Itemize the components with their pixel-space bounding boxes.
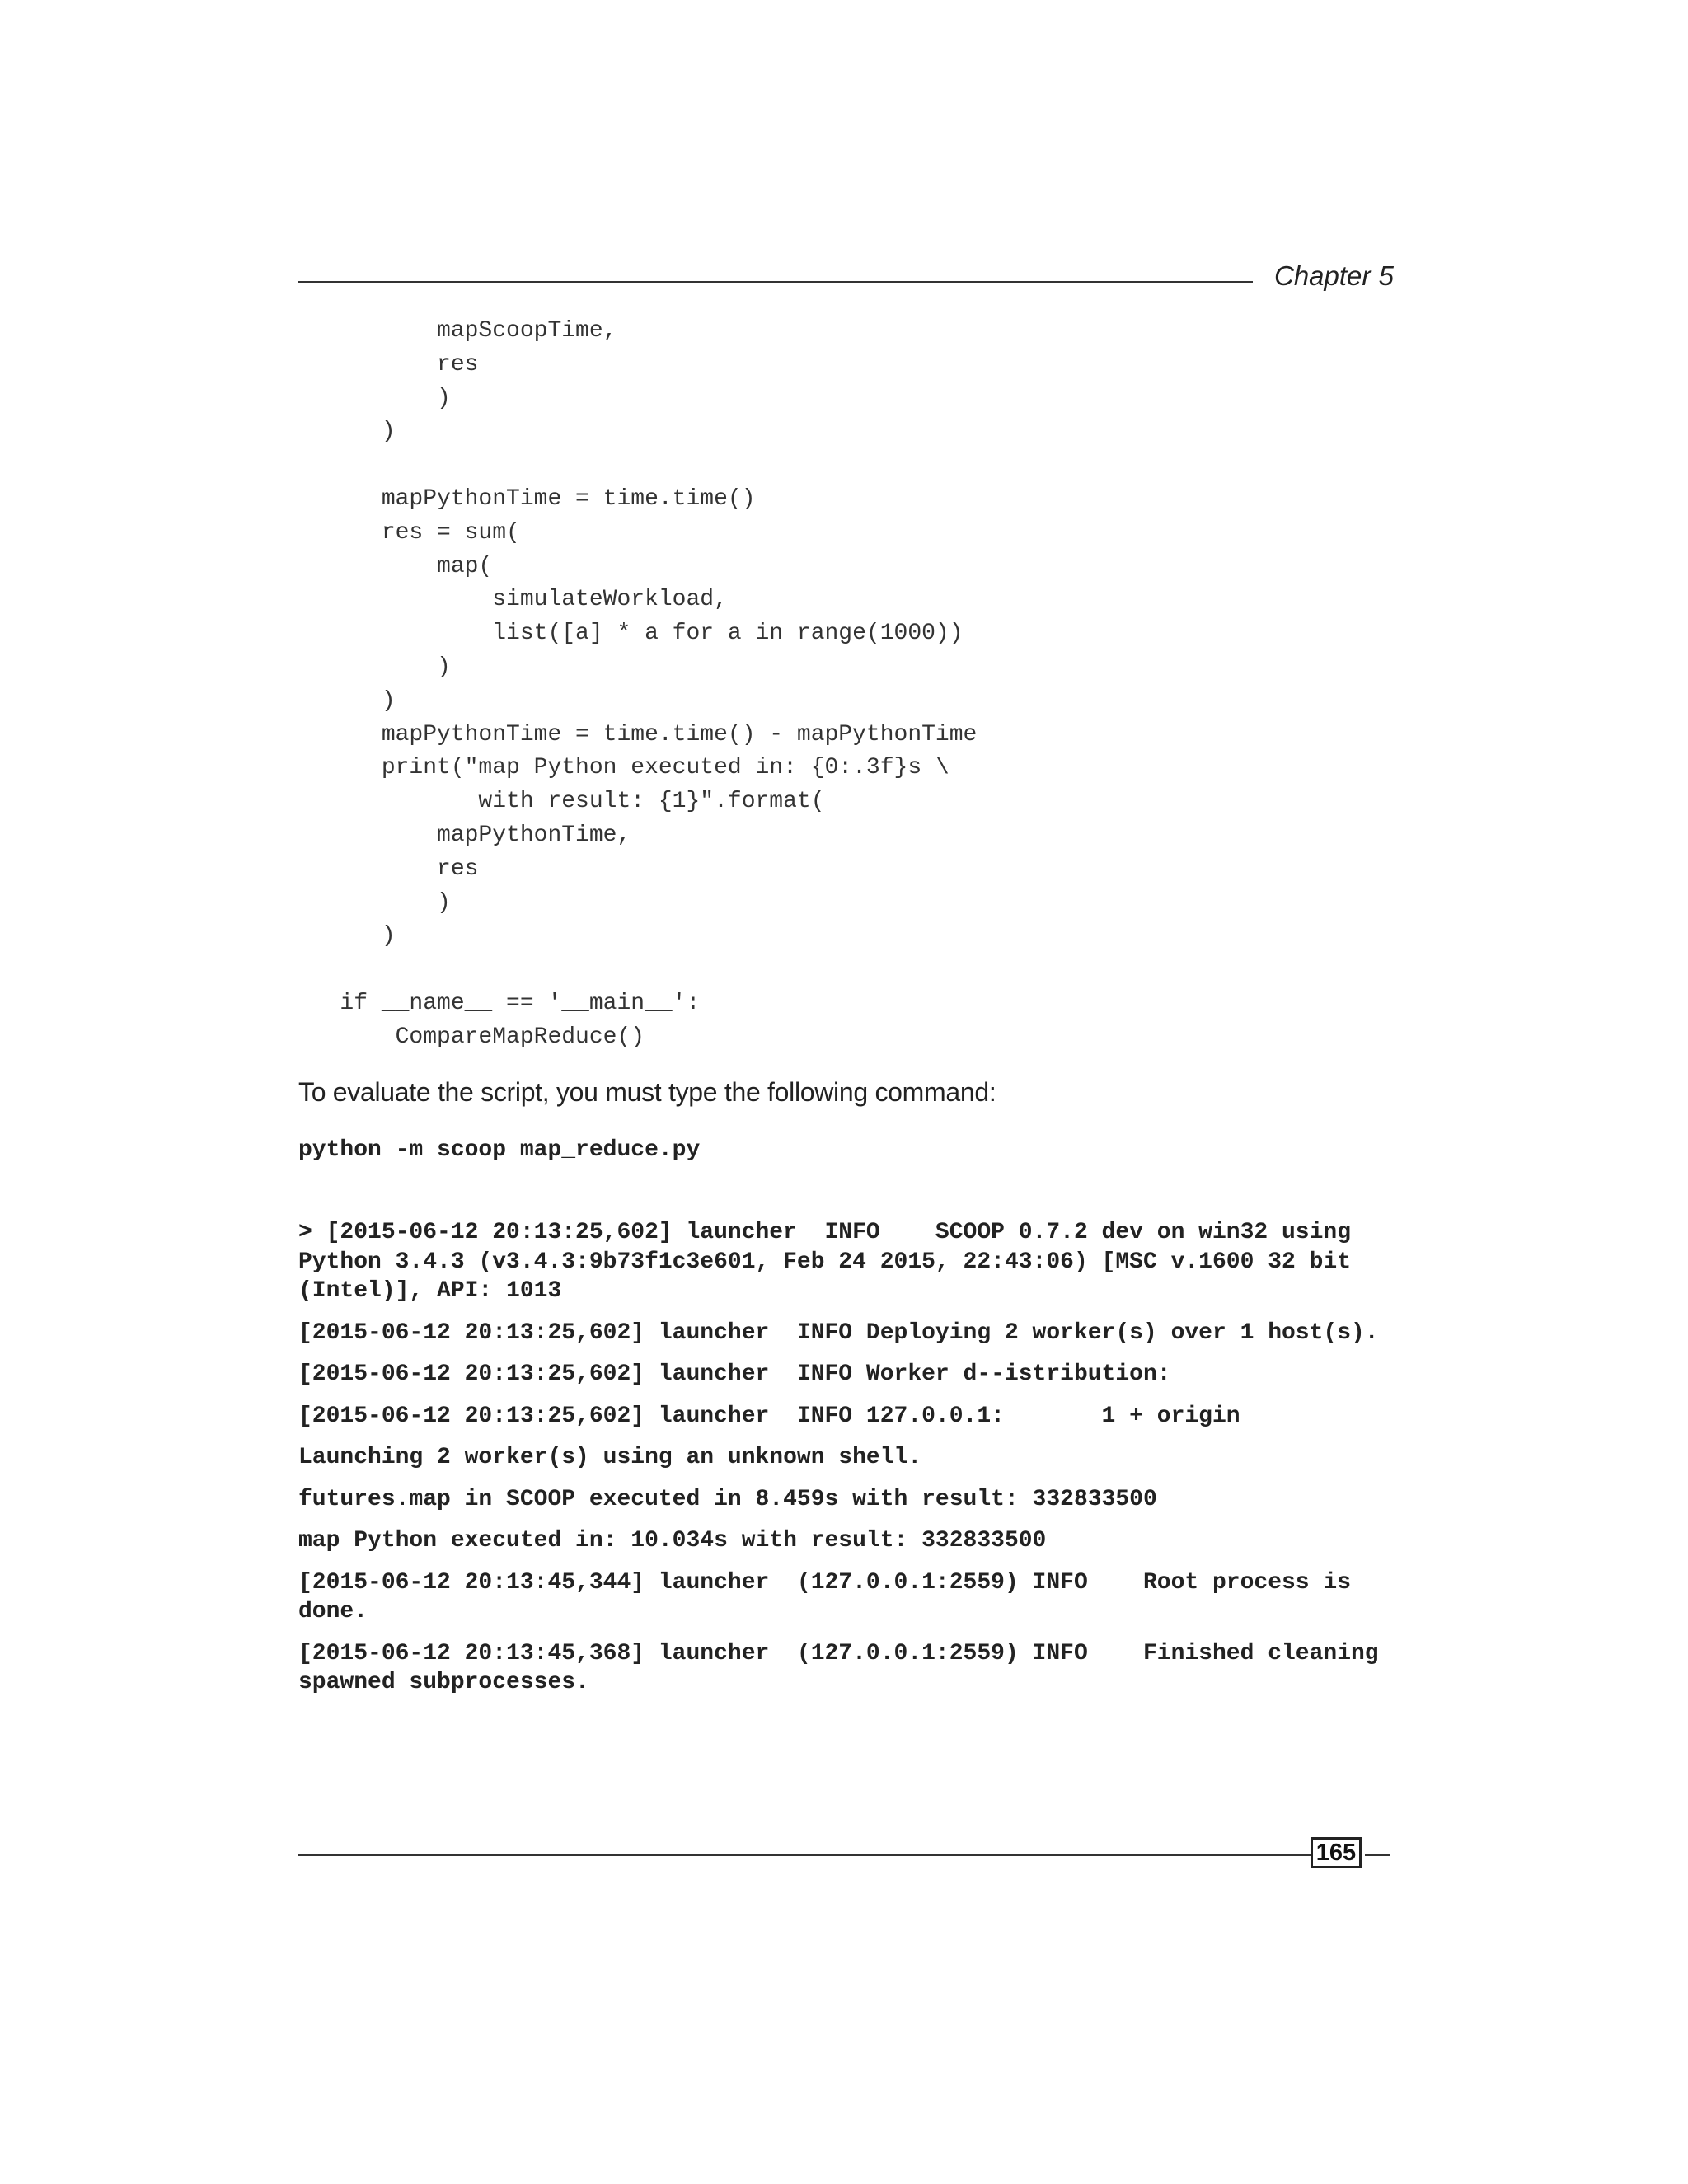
header-rule	[298, 281, 1253, 283]
chapter-label: Chapter 5	[1274, 260, 1394, 291]
output-line: > [2015-06-12 20:13:25,602] launcher INFO SCOOP 0.7.2 dev on win32 using Python 3.4.3 (v3.4.3:9b73f1c3e601, Feb 24 2015, 22:43:06) [MSC v.1600 32 bit (Intel)], API: 1013	[298, 1220, 1365, 1304]
console-output	[298, 1218, 1403, 1710]
output-line: [2015-06-12 20:13:45,344] launcher (127.0.0.1:2559) INFO Root process is done.	[298, 1569, 1365, 1624]
footer-rule-end	[1365, 1854, 1390, 1856]
output-line: [2015-06-12 20:13:25,602] launcher INFO 127.0.0.1: 1 + origin	[298, 1403, 1240, 1429]
body-paragraph: To evaluate the script, you must type the following command:	[298, 1077, 996, 1107]
output-line: Launching 2 worker(s) using an unknown shell.	[298, 1445, 922, 1470]
code-listing: mapScoopTime, res ) ) mapPythonTime = time.time() res = sum( map( simulateWorkload, list([a] * a for a in range(1000)) ) ) mapPythonTime = time.time() - mapPythonTime print("map Python executed in: {0:.3f}s \ with result: {1}".format( mapPythonTime, res ) ) if __name__ == '__main__': CompareMapReduce()	[340, 318, 978, 1050]
footer-rule	[298, 1854, 1312, 1856]
output-line: [2015-06-12 20:13:45,368] launcher (127.0.0.1:2559) INFO Finished cleaning spawned subprocesses.	[298, 1640, 1393, 1695]
page-number: 165	[1311, 1837, 1362, 1868]
output-line: map Python executed in: 10.034s with result: 332833500	[298, 1528, 1047, 1554]
output-line: [2015-06-12 20:13:25,602] launcher INFO Deploying 2 worker(s) over 1 host(s).	[298, 1319, 1379, 1346]
command-line: python -m scoop map_reduce.py	[298, 1137, 701, 1163]
output-line: futures.map in SCOOP executed in 8.459s with result: 332833500	[298, 1486, 1157, 1512]
output-line: [2015-06-12 20:13:25,602] launcher INFO Worker d--istribution:	[298, 1361, 1171, 1387]
